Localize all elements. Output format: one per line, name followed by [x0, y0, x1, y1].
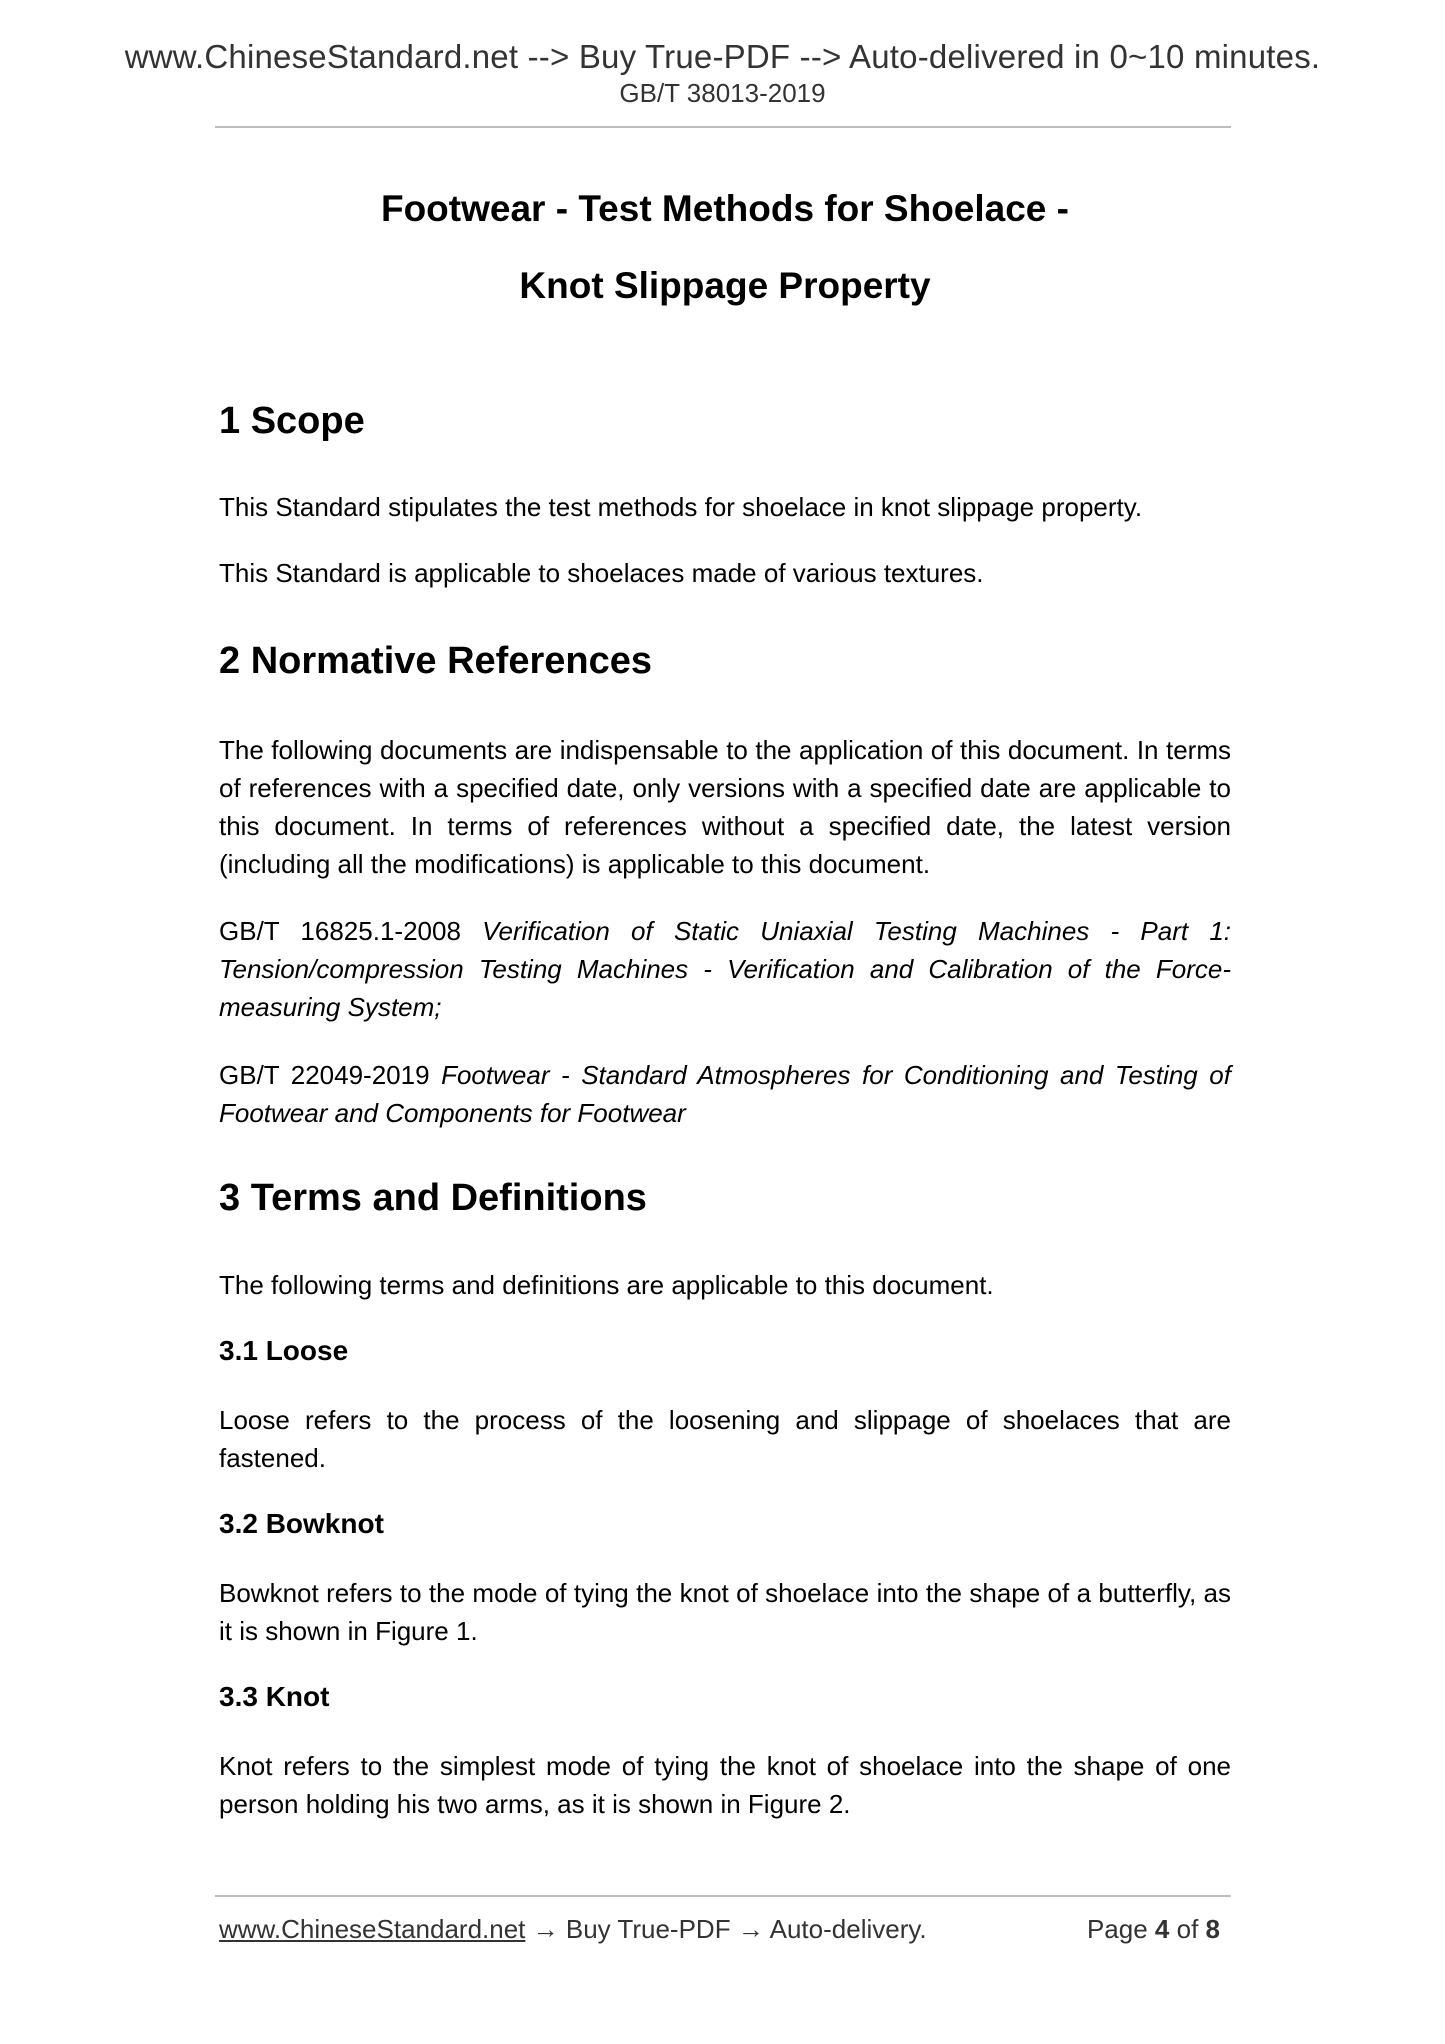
- header-banner: www.ChineseStandard.net --> Buy True-PDF --> Auto-delivered in 0~10 minutes.: [124, 38, 1321, 75]
- footer-site-link[interactable]: www.ChineseStandard.net: [219, 1914, 526, 1944]
- term-heading-knot: 3.3 Knot: [219, 1681, 330, 1712]
- reference-title: Footwear - Standard Atmospheres for Conditioning and Testing of Footwear and Components for Footwear: [219, 1060, 1231, 1128]
- header-divider: [215, 126, 1231, 128]
- section-heading-scope: 1 Scope: [219, 400, 365, 442]
- reference-title: Verification of Static Uniaxial Testing Machines - Part 1: Tension/compression Testing Machines - Verification and Calibration of the Force-measuring System;: [219, 916, 1232, 1022]
- arrow-right-icon: →: [532, 1914, 559, 1944]
- document-title-line2: Knot Slippage Property: [519, 265, 931, 306]
- term-definition-knot: Knot refers to the simplest mode of tying the knot of shoelace into the shape of one person holding his two arms, as it is shown in Figure 2.: [219, 1751, 1231, 1819]
- normative-intro-paragraph: The following documents are indispensable to the application of this document. In terms of references with a specified date, only versions with a specified date are applicable to this document. In terms of references without a specified date, the latest version (including all the modifications) is applicable to this document.: [219, 735, 1231, 879]
- footer-buy-text: Buy True-PDF: [565, 1914, 731, 1944]
- term-definition-loose: Loose refers to the process of the loosening and slippage of shoelaces that are fastened.: [219, 1405, 1231, 1473]
- footer-delivery-text: Auto-delivery.: [769, 1914, 927, 1944]
- footer-divider: [215, 1895, 1231, 1897]
- footer-promo: [219, 1914, 927, 1945]
- scope-paragraph-1: This Standard stipulates the test methods for shoelace in knot slippage property.: [219, 492, 1143, 522]
- scope-paragraph-2: This Standard is applicable to shoelaces made of various textures.: [219, 558, 984, 588]
- section-heading-terms-definitions: 3 Terms and Definitions: [219, 1177, 647, 1219]
- page-indicator: [1087, 1914, 1220, 1945]
- document-title-line1: Footwear - Test Methods for Shoelace -: [380, 188, 1069, 229]
- reference-code: GB/T 22049-2019: [219, 1060, 430, 1090]
- terms-intro-paragraph: The following terms and definitions are applicable to this document.: [219, 1270, 994, 1300]
- term-definition-bowknot: Bowknot refers to the mode of tying the knot of shoelace into the shape of a butterfly, as it is shown in Figure 1.: [219, 1578, 1231, 1646]
- section-heading-normative-references: 2 Normative References: [219, 640, 652, 682]
- arrow-right-icon: →: [737, 1914, 764, 1944]
- term-heading-bowknot: 3.2 Bowknot: [219, 1508, 384, 1539]
- reference-item-gbt-16825: [219, 912, 1231, 1026]
- page-total: 8: [1205, 1914, 1220, 1944]
- standard-number: GB/T 38013-2019: [619, 78, 826, 108]
- reference-item-gbt-22049: [219, 1056, 1231, 1132]
- page-current: 4: [1154, 1914, 1170, 1944]
- reference-code: GB/T 16825.1-2008: [219, 916, 461, 946]
- page-of-label: of: [1176, 1914, 1199, 1944]
- term-heading-loose: 3.1 Loose: [219, 1335, 349, 1366]
- page-label: Page: [1086, 1914, 1148, 1944]
